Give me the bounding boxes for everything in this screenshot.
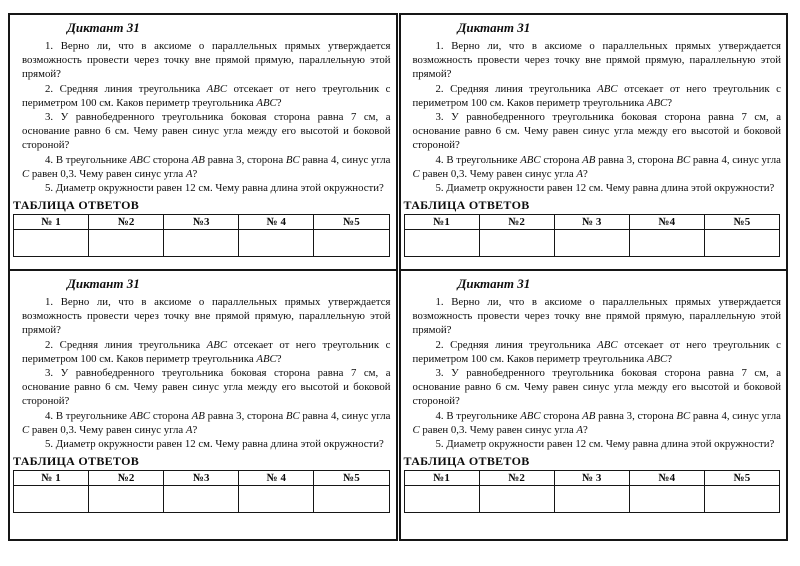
answer-cell <box>404 486 479 513</box>
table-header-cell: № 1 <box>14 215 89 230</box>
answer-row <box>14 486 390 513</box>
card-title: Диктант 31 <box>457 20 531 35</box>
question-3: 3. У равнобедренного треугольника боковая сторона равна 7 см, а основание равно 6 см. Чему равен синус угла между его высотой и боковой стороной? <box>22 111 391 152</box>
answer-cell <box>554 486 629 513</box>
answer-cell <box>14 486 89 513</box>
question-3: 3. У равнобедренного треугольника боковая сторона равна 7 см, а основание равно 6 см. Чему равен синус угла между его высотой и боковой стороной? <box>412 111 781 152</box>
question-1: 1. Верно ли, что в аксиоме о параллельных прямых утверждается возможность провести через точку вне прямой прямую, параллельную этой прямой? <box>412 296 781 337</box>
question-5: 5. Диаметр окружности равен 12 см. Чему равна длина этой окружности? <box>435 182 775 195</box>
table-header-row <box>14 471 390 486</box>
table-header-cell: №3 <box>164 215 239 230</box>
table-header-cell: № 3 <box>554 471 629 486</box>
answer-cell <box>404 230 479 257</box>
question-4: 4. В треугольнике ABC сторона AB равна 3, сторона BC равна 4, синус угла C равен 0,3. Чему равен синус угла A? <box>22 409 391 436</box>
worksheet-card <box>8 13 398 271</box>
worksheet-card <box>8 271 398 541</box>
table-header-cell: №2 <box>479 215 554 230</box>
answers-table-title: ТАБЛИЦА ОТВЕТОВ <box>403 198 530 213</box>
question-4: 4. В треугольнике ABC сторона AB равна 3, сторона BC равна 4, синус угла C равен 0,3. Чему равен синус угла A? <box>412 409 781 436</box>
answer-row <box>404 230 780 257</box>
table-header-cell: № 3 <box>554 215 629 230</box>
answer-cell <box>164 230 239 257</box>
answers-table-title: ТАБЛИЦА ОТВЕТОВ <box>13 454 140 469</box>
question-2: 2. Средняя линия треугольника ABC отсекает от него треугольник с периметром 100 см. Каков периметр треугольника ABC? <box>22 82 391 109</box>
answers-table-title: ТАБЛИЦА ОТВЕТОВ <box>403 454 530 469</box>
answer-cell <box>479 486 554 513</box>
question-5: 5. Диаметр окружности равен 12 см. Чему равна длина этой окружности? <box>45 438 384 451</box>
answer-row <box>404 486 780 513</box>
answer-cell <box>314 486 389 513</box>
answer-cell <box>704 486 779 513</box>
answer-cell <box>314 230 389 257</box>
answers-table <box>13 214 390 257</box>
answer-cell <box>239 230 314 257</box>
question-list <box>12 39 394 195</box>
question-3: 3. У равнобедренного треугольника боковая сторона равна 7 см, а основание равно 6 см. Чему равен синус угла между его высотой и боковой стороной? <box>22 367 391 408</box>
answer-cell <box>89 486 164 513</box>
table-header-cell: № 4 <box>239 471 314 486</box>
question-2: 2. Средняя линия треугольника ABC отсекает от него треугольник с периметром 100 см. Каков периметр треугольника ABC? <box>412 82 781 109</box>
card-title: Диктант 31 <box>457 276 531 291</box>
question-1: 1. Верно ли, что в аксиоме о параллельных прямых утверждается возможность провести через точку вне прямой прямую, параллельную этой прямой? <box>22 40 391 81</box>
answer-cell <box>629 486 704 513</box>
table-header-row <box>404 471 780 486</box>
question-1: 1. Верно ли, что в аксиоме о параллельных прямых утверждается возможность провести через точку вне прямой прямую, параллельную этой прямой? <box>22 296 391 337</box>
answers-table <box>13 470 390 513</box>
table-header-cell: №2 <box>479 471 554 486</box>
answer-cell <box>554 230 629 257</box>
answer-cell <box>629 230 704 257</box>
question-2: 2. Средняя линия треугольника ABC отсекает от него треугольник с периметром 100 см. Каков периметр треугольника ABC? <box>22 338 391 365</box>
table-header-row <box>14 215 390 230</box>
answer-cell <box>89 230 164 257</box>
table-header-cell: №5 <box>704 215 779 230</box>
question-1: 1. Верно ли, что в аксиоме о параллельных прямых утверждается возможность провести через точку вне прямой прямую, параллельную этой прямой? <box>412 40 781 81</box>
table-header-cell: №1 <box>404 215 479 230</box>
question-list <box>403 39 785 195</box>
table-header-cell: №5 <box>314 215 389 230</box>
question-list <box>12 295 394 451</box>
table-header-row <box>404 215 780 230</box>
table-header-cell: № 4 <box>239 215 314 230</box>
table-header-cell: №1 <box>404 471 479 486</box>
question-list <box>403 295 785 451</box>
question-4: 4. В треугольнике ABC сторона AB равна 3, сторона BC равна 4, синус угла C равен 0,3. Чему равен синус угла A? <box>412 153 781 180</box>
answers-table <box>404 214 781 257</box>
table-header-cell: №3 <box>164 471 239 486</box>
answer-cell <box>479 230 554 257</box>
card-title: Диктант 31 <box>67 20 140 35</box>
question-2: 2. Средняя линия треугольника ABC отсекает от него треугольник с периметром 100 см. Каков периметр треугольника ABC? <box>412 338 781 365</box>
answer-cell <box>14 230 89 257</box>
card-title: Диктант 31 <box>67 276 140 291</box>
question-5: 5. Диаметр окружности равен 12 см. Чему равна длина этой окружности? <box>45 182 384 195</box>
answer-row <box>14 230 390 257</box>
table-header-cell: №5 <box>704 471 779 486</box>
worksheet-page <box>8 13 788 541</box>
table-header-cell: №4 <box>629 215 704 230</box>
table-header-cell: №4 <box>629 471 704 486</box>
table-header-cell: №2 <box>89 471 164 486</box>
table-header-cell: №5 <box>314 471 389 486</box>
answers-table <box>404 470 781 513</box>
answers-table-title: ТАБЛИЦА ОТВЕТОВ <box>13 198 140 213</box>
answer-cell <box>239 486 314 513</box>
question-4: 4. В треугольнике ABC сторона AB равна 3, сторона BC равна 4, синус угла C равен 0,3. Чему равен синус угла A? <box>22 153 391 180</box>
table-header-cell: №2 <box>89 215 164 230</box>
answer-cell <box>164 486 239 513</box>
answer-cell <box>704 230 779 257</box>
question-5: 5. Диаметр окружности равен 12 см. Чему равна длина этой окружности? <box>435 438 775 451</box>
worksheet-card <box>399 271 789 541</box>
question-3: 3. У равнобедренного треугольника боковая сторона равна 7 см, а основание равно 6 см. Чему равен синус угла между его высотой и боковой стороной? <box>412 367 781 408</box>
table-header-cell: № 1 <box>14 471 89 486</box>
worksheet-card <box>399 13 789 271</box>
